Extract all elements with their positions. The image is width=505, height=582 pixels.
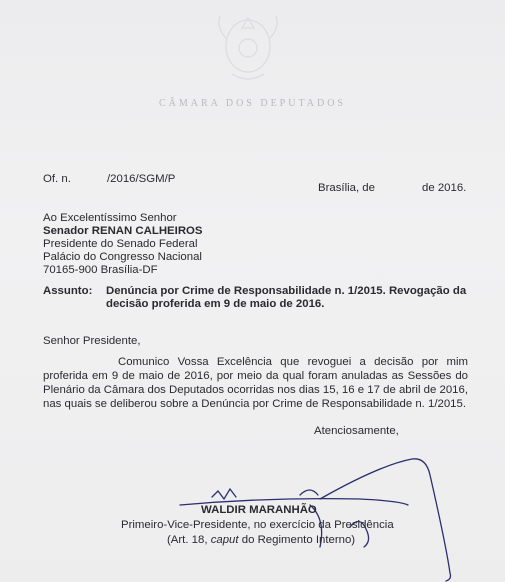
recipient-name: RENAN CALHEIROS — [91, 225, 203, 237]
date-year: de 2016. — [422, 182, 467, 194]
recipient-position: Presidente do Senado Federal — [43, 238, 198, 250]
subject-label: Assunto: — [43, 285, 93, 297]
body-paragraph — [43, 355, 468, 411]
signatory-name: WALDIR MARANHÃO — [201, 504, 317, 516]
signatory-basis-close: do Regimento Interno) — [241, 534, 356, 546]
signatory-basis-open: (Art. 18, — [167, 534, 208, 546]
recipient-name-line — [43, 224, 203, 238]
date-place: Brasília, de — [318, 182, 375, 194]
recipient-title: Senador — [43, 225, 89, 237]
letterhead: CÂMARA DOS DEPUTADOS — [159, 98, 346, 109]
signatory-role: Primeiro-Vice-Presidente, no exercício da Presidência — [121, 519, 394, 531]
subject-line-1: Denúncia por Crime de Responsabilidade n. 1/2015. Revogação da — [106, 285, 467, 297]
recipient-salutation: Ao Excelentíssimo Senhor — [43, 212, 177, 224]
signatory-basis — [167, 533, 355, 547]
recipient-address: 70165-900 Brasília-DF — [43, 264, 158, 276]
reference-label: Of. n. — [43, 173, 71, 185]
recipient-building: Palácio do Congresso Nacional — [43, 251, 202, 263]
coat-of-arms-emblem — [212, 8, 284, 86]
body-text: Comunico Vossa Excelência que revoguei a decisão por mim proferida em 9 de maio de 2016, por meio da qual foram anuladas as Sessões do Plenário da Câmara dos Deputados ocorridas nos dias 15, 16 e 17 de abril de 2016, nas quais se deliberou sobre a Denúncia por Crime de Responsabilidade n. 1/2015. — [43, 356, 468, 410]
reference-number: /2016/SGM/P — [107, 173, 176, 185]
greeting: Senhor Presidente, — [43, 335, 141, 347]
closing: Atenciosamente, — [314, 425, 399, 437]
subject-line-2: decisão proferida em 9 de maio de 2016. — [106, 298, 325, 310]
signatory-basis-italic: caput — [210, 534, 239, 546]
